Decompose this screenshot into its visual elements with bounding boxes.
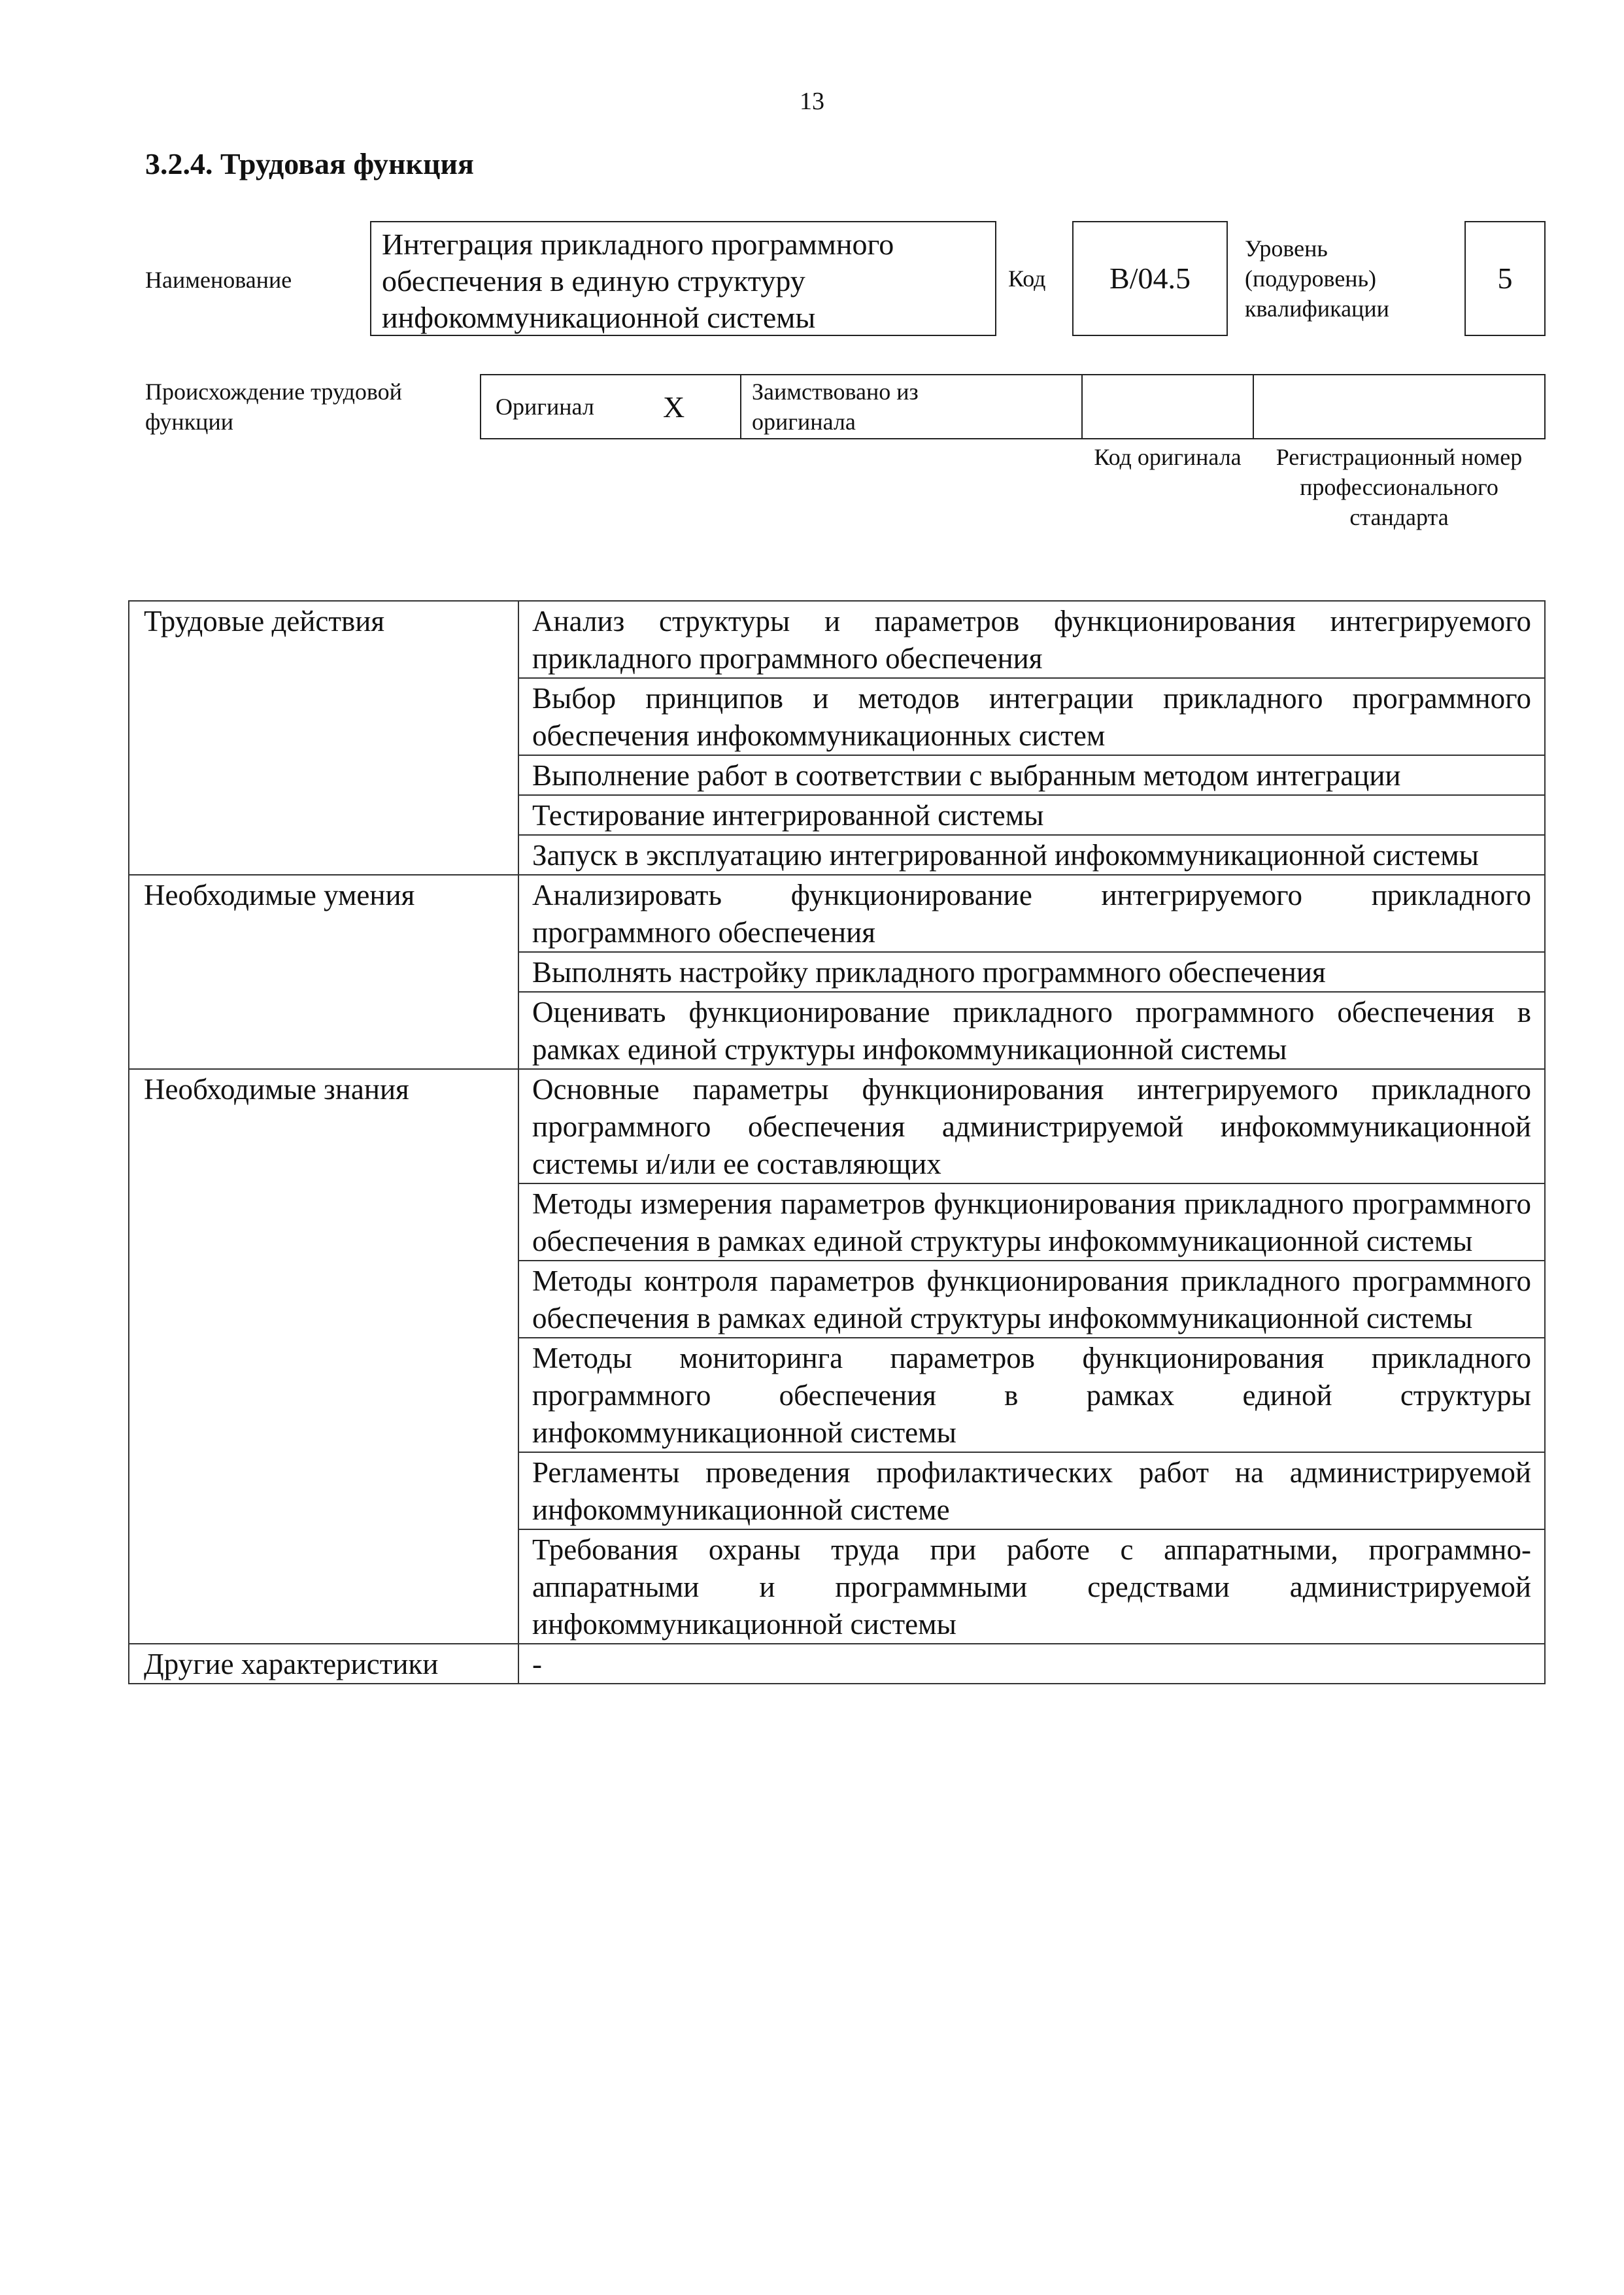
code-value: B/04.5	[1072, 221, 1228, 336]
level-label: Уровень (подуровень) квалификации	[1245, 235, 1389, 322]
name-value: Интеграция прикладного программного обеспечения в единую структуру инфокоммуникационной системы	[370, 221, 996, 336]
item-cell: Выполнять настройку прикладного программного обеспечения	[518, 952, 1545, 992]
item-cell: Основные параметры функционирования интегрируемого прикладного программного обеспечения администрируемой инфокоммуникационной системы и/или ее составляющих	[518, 1069, 1545, 1183]
original-mark: X	[663, 390, 685, 424]
table-row	[129, 1644, 1545, 1684]
original-label: Оригинал	[496, 394, 594, 420]
item-cell: Методы измерения параметров функционирования прикладного программного обеспечения в рамках единой структуры инфокоммуникационной системы	[518, 1183, 1545, 1261]
item-cell: Выполнение работ в соответствии с выбранным методом интеграции	[518, 755, 1545, 795]
origin-label: Происхождение трудовой функции	[145, 379, 402, 435]
origin-divider	[1253, 375, 1254, 438]
code-label: Код	[1008, 265, 1046, 292]
function-table	[128, 600, 1546, 1684]
item-cell: Требования охраны труда при работе с аппаратными, программно-аппаратными и программными средствами администрируемой инфокоммуникационной системы	[518, 1529, 1545, 1644]
category-cell: Необходимые умения	[129, 875, 518, 1069]
item-cell: Анализ структуры и параметров функционирования интегрируемого прикладного программного обеспечения	[518, 601, 1545, 678]
section-title: 3.2.4. Трудовая функция	[145, 147, 474, 180]
category-cell: Другие характеристики	[129, 1644, 518, 1684]
item-cell: Выбор принципов и методов интеграции прикладного программного обеспечения инфокоммуникационных систем	[518, 678, 1545, 755]
category-cell: Необходимые знания	[129, 1069, 518, 1644]
page-number: 13	[800, 88, 824, 115]
reg-number-caption: Регистрационный номер профессионального стандарта	[1276, 444, 1523, 530]
item-cell: Методы контроля параметров функционирования прикладного программного обеспечения в рамках единой структуры инфокоммуникационной системы	[518, 1261, 1545, 1338]
category-cell: Трудовые действия	[129, 601, 518, 875]
item-cell: Оценивать функционирование прикладного программного обеспечения в рамках единой структуры инфокоммуникационной системы	[518, 992, 1545, 1069]
item-cell: Регламенты проведения профилактических работ на администрируемой инфокоммуникационной системе	[518, 1452, 1545, 1529]
item-cell: -	[518, 1644, 1545, 1684]
table-row	[129, 875, 1545, 952]
origin-divider	[1081, 375, 1083, 438]
code-original-caption: Код оригинала	[1094, 444, 1242, 470]
item-cell: Запуск в эксплуатацию интегрированной инфокоммуникационной системы	[518, 835, 1545, 875]
origin-divider	[740, 375, 741, 438]
borrowed-label: Заимствовано из оригинала	[752, 379, 919, 435]
table-row	[129, 1069, 1545, 1183]
name-label: Наименование	[145, 267, 292, 293]
item-cell: Методы мониторинга параметров функционирования прикладного программного обеспечения в рамках единой структуры инфокоммуникационной системы	[518, 1338, 1545, 1452]
item-cell: Тестирование интегрированной системы	[518, 795, 1545, 835]
table-row	[129, 601, 1545, 678]
origin-row	[480, 374, 1546, 439]
item-cell: Анализировать функционирование интегрируемого прикладного программного обеспечения	[518, 875, 1545, 952]
level-value: 5	[1464, 221, 1546, 336]
